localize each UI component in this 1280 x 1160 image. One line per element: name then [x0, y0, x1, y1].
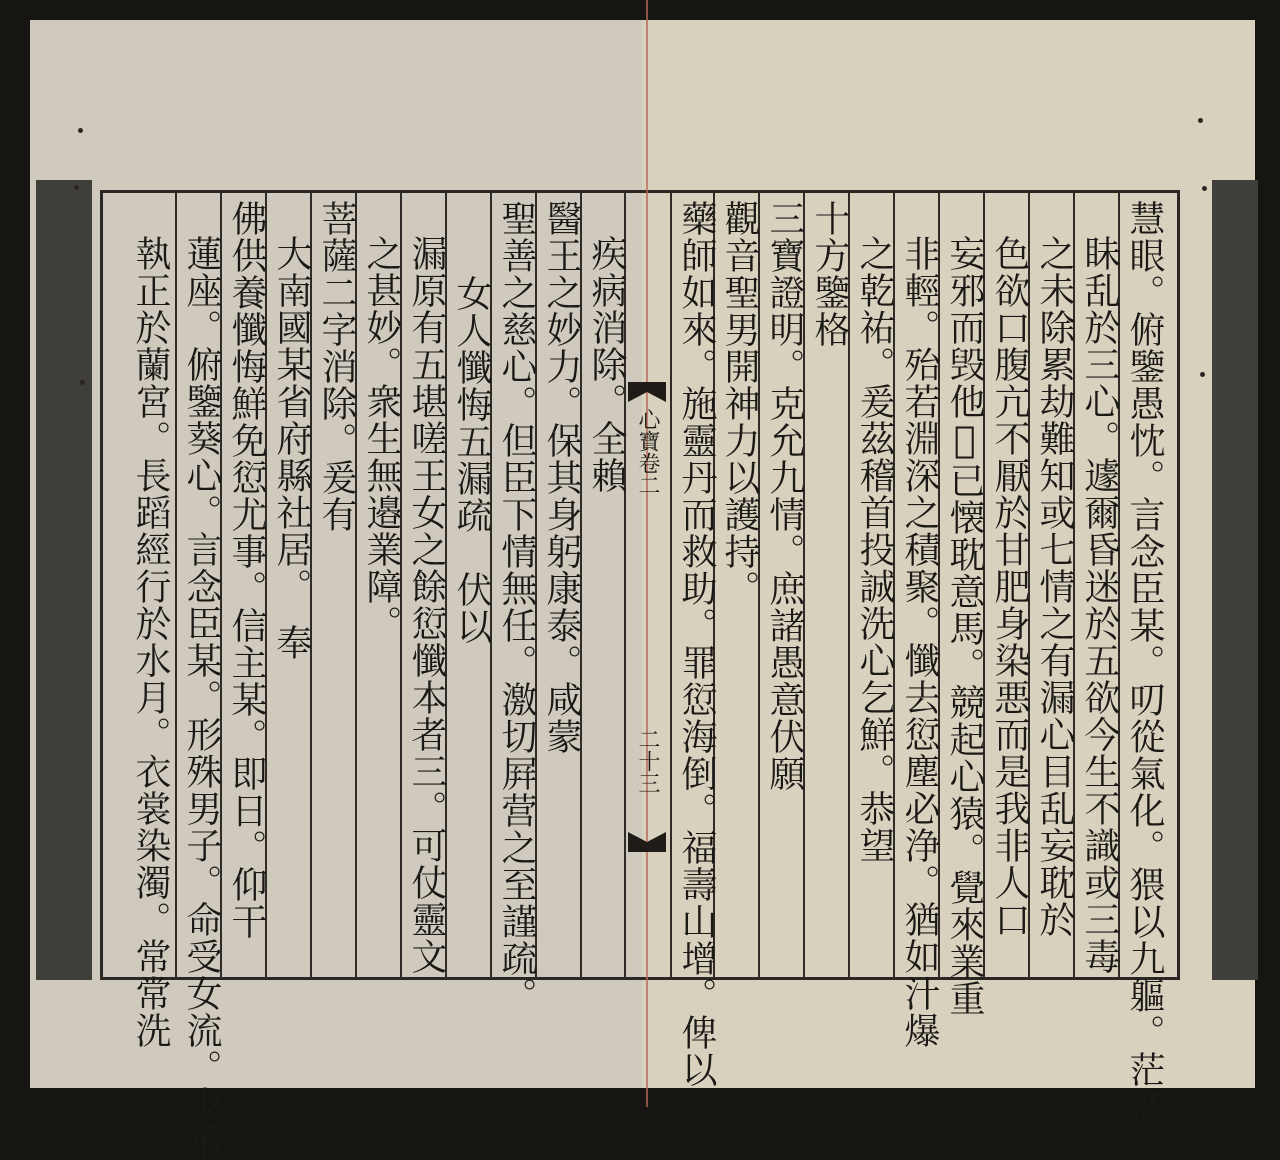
text-column: 色欲口腹亢不厭於甘肥身染悪而是我非人口	[989, 235, 1030, 938]
text-column: 之未除累劫難知或七情之有漏心目乱妄耽於	[1034, 235, 1075, 938]
center-fold-line	[646, 0, 648, 1107]
binding-hole	[80, 380, 85, 385]
text-column: 妄邪而毁他𠰩已懐耽意馬。競起心猿。覺來業重	[944, 235, 985, 1017]
text-column: 眛乱於三心。遽爾昏迷於五欲今生不識或三毒	[1079, 235, 1120, 975]
text-column: 非輕。殆若淵深之積聚。懺去愆塵必浄。猶如汁爆	[899, 235, 940, 1049]
binding-hole	[1198, 118, 1203, 123]
text-column: 執正於蘭宮。長蹈經行於水月。衣裳染濁。常常洗	[130, 235, 171, 1049]
text-column: 佛供養懺悔鮮免愆尤事。信主某。即日。仰干	[226, 200, 267, 940]
binding-hole	[1202, 186, 1207, 191]
binding-hole	[74, 185, 79, 190]
text-column: 蓮座。俯鑒葵心。言念臣某。形殊男子。命受女流。少承	[181, 235, 222, 1160]
text-column: 觀音聖男開神力以護持。	[719, 200, 760, 607]
text-column: 聖善之慈心。但臣下情無任。激切屛营之至謹疏。	[496, 200, 537, 1014]
binding-hole	[78, 128, 83, 133]
center-title: 心寶卷二	[635, 408, 660, 496]
column-rule	[175, 192, 177, 978]
binding-hole	[1200, 372, 1205, 377]
right-ink-margin	[1212, 180, 1258, 980]
text-column: 漏原有五堪嗟王女之餘愆懺本者三。可仗靈文	[406, 235, 447, 975]
text-column: 慧眼。俯鑒愚忱。言念臣某。叨從氣化。猥以九軀。茫然	[1124, 200, 1165, 1125]
text-column: 藥師如來。施靈丹而救助。罪愆海倒。福壽山增。俾以	[676, 200, 717, 1088]
text-column: 女人懺悔五漏疏 伏以	[451, 275, 492, 645]
center-band-rule	[670, 192, 672, 978]
text-column: 大南國某省府縣社居。 奉	[271, 235, 312, 661]
text-column: 之乾祐。爰茲稽首投誠洗心乞鮮。恭望	[854, 235, 895, 864]
text-column: 之甚妙。衆生無邉業障。	[361, 235, 402, 642]
page-number: 二十三	[635, 728, 660, 794]
left-ink-margin	[36, 180, 92, 980]
text-column: 十方鑒格	[809, 200, 850, 348]
text-column: 疾病消除。全賴	[586, 235, 627, 494]
text-column: 菩薩二字消除。爰有	[316, 200, 357, 533]
text-column: 醫王之妙力。保其身躬康泰。咸蒙	[541, 200, 582, 755]
text-column: 三寶證明。克允九情。庶諸愚意伏願	[764, 200, 805, 792]
